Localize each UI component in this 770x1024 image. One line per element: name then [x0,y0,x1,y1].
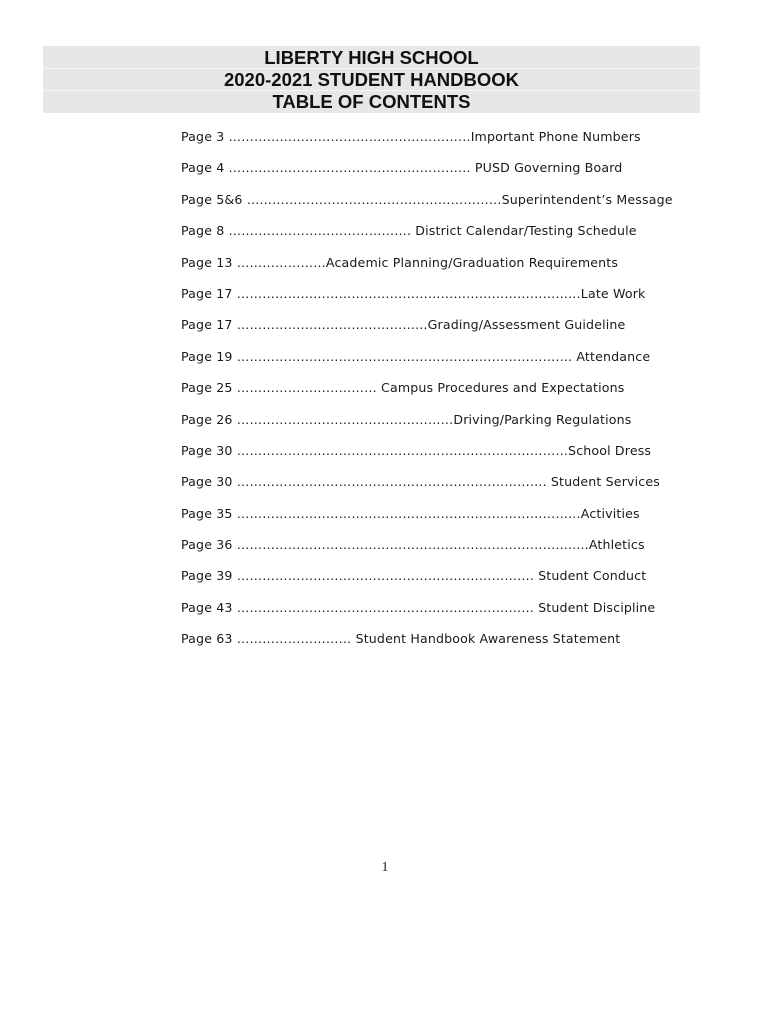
toc-entry-student-discipline: Page 43 ……………………………………………………….…… Student Discipline [181,599,656,615]
toc-entry-superintendent-message: Page 5&6 ……………………………………………………Superintendent’s Message [181,191,673,207]
toc-entry-student-conduct: Page 39 ……………………………………………………………. Student Conduct [181,568,647,584]
toc-entry-attendance: Page 19 ……………………………………………………………………. Attendance [181,348,651,364]
toc-entry-student-services: Page 30 ………………………………………………………………. Student Services [181,474,660,490]
toc-entry-grading-guideline: Page 17 ……………………………………...Grading/Assessment Guideline [181,317,626,333]
school-name: LIBERTY HIGH SCHOOL [264,47,479,68]
table-of-contents [181,126,673,660]
toc-entry-late-work: Page 17 ………………………………………………………………………Late Work [181,285,646,301]
toc-entry-governing-board: Page 4 ………………………………………………… PUSD Governing Board [181,160,623,176]
toc-heading: TABLE OF CONTENTS [272,91,471,112]
handbook-title: 2020-2021 STUDENT HANDBOOK [223,69,520,90]
toc-entry-activities: Page 35 ………………………………………………………………………Activities [181,505,640,521]
toc-entry-awareness-statement: Page 63 ……………………… Student Handbook Awareness Statement [181,631,621,647]
toc-entry-district-calendar: Page 8 ……………………………………. District Calendar/Testing Schedule [181,223,637,239]
toc-entry-phone-numbers: Page 3 …………………………………………………Important Phone Numbers [181,129,641,144]
toc-entry-driving-parking: Page 26 ……………………………………………Driving/Parking Regulations [181,411,632,427]
toc-entry-academic-planning: Page 13 …………………Academic Planning/Graduation Requirements [181,254,619,270]
toc-entry-school-dress: Page 30 ……………………………………………………………………School Dress [181,442,652,458]
title-banner [43,46,700,113]
toc-entry-campus-procedures: Page 25 …………………………… Campus Procedures and Expectations [181,380,625,396]
toc-entry-athletics: Page 36 …………………………………………………………………….....Athletics [181,537,645,553]
page-number: 1 [381,860,389,875]
